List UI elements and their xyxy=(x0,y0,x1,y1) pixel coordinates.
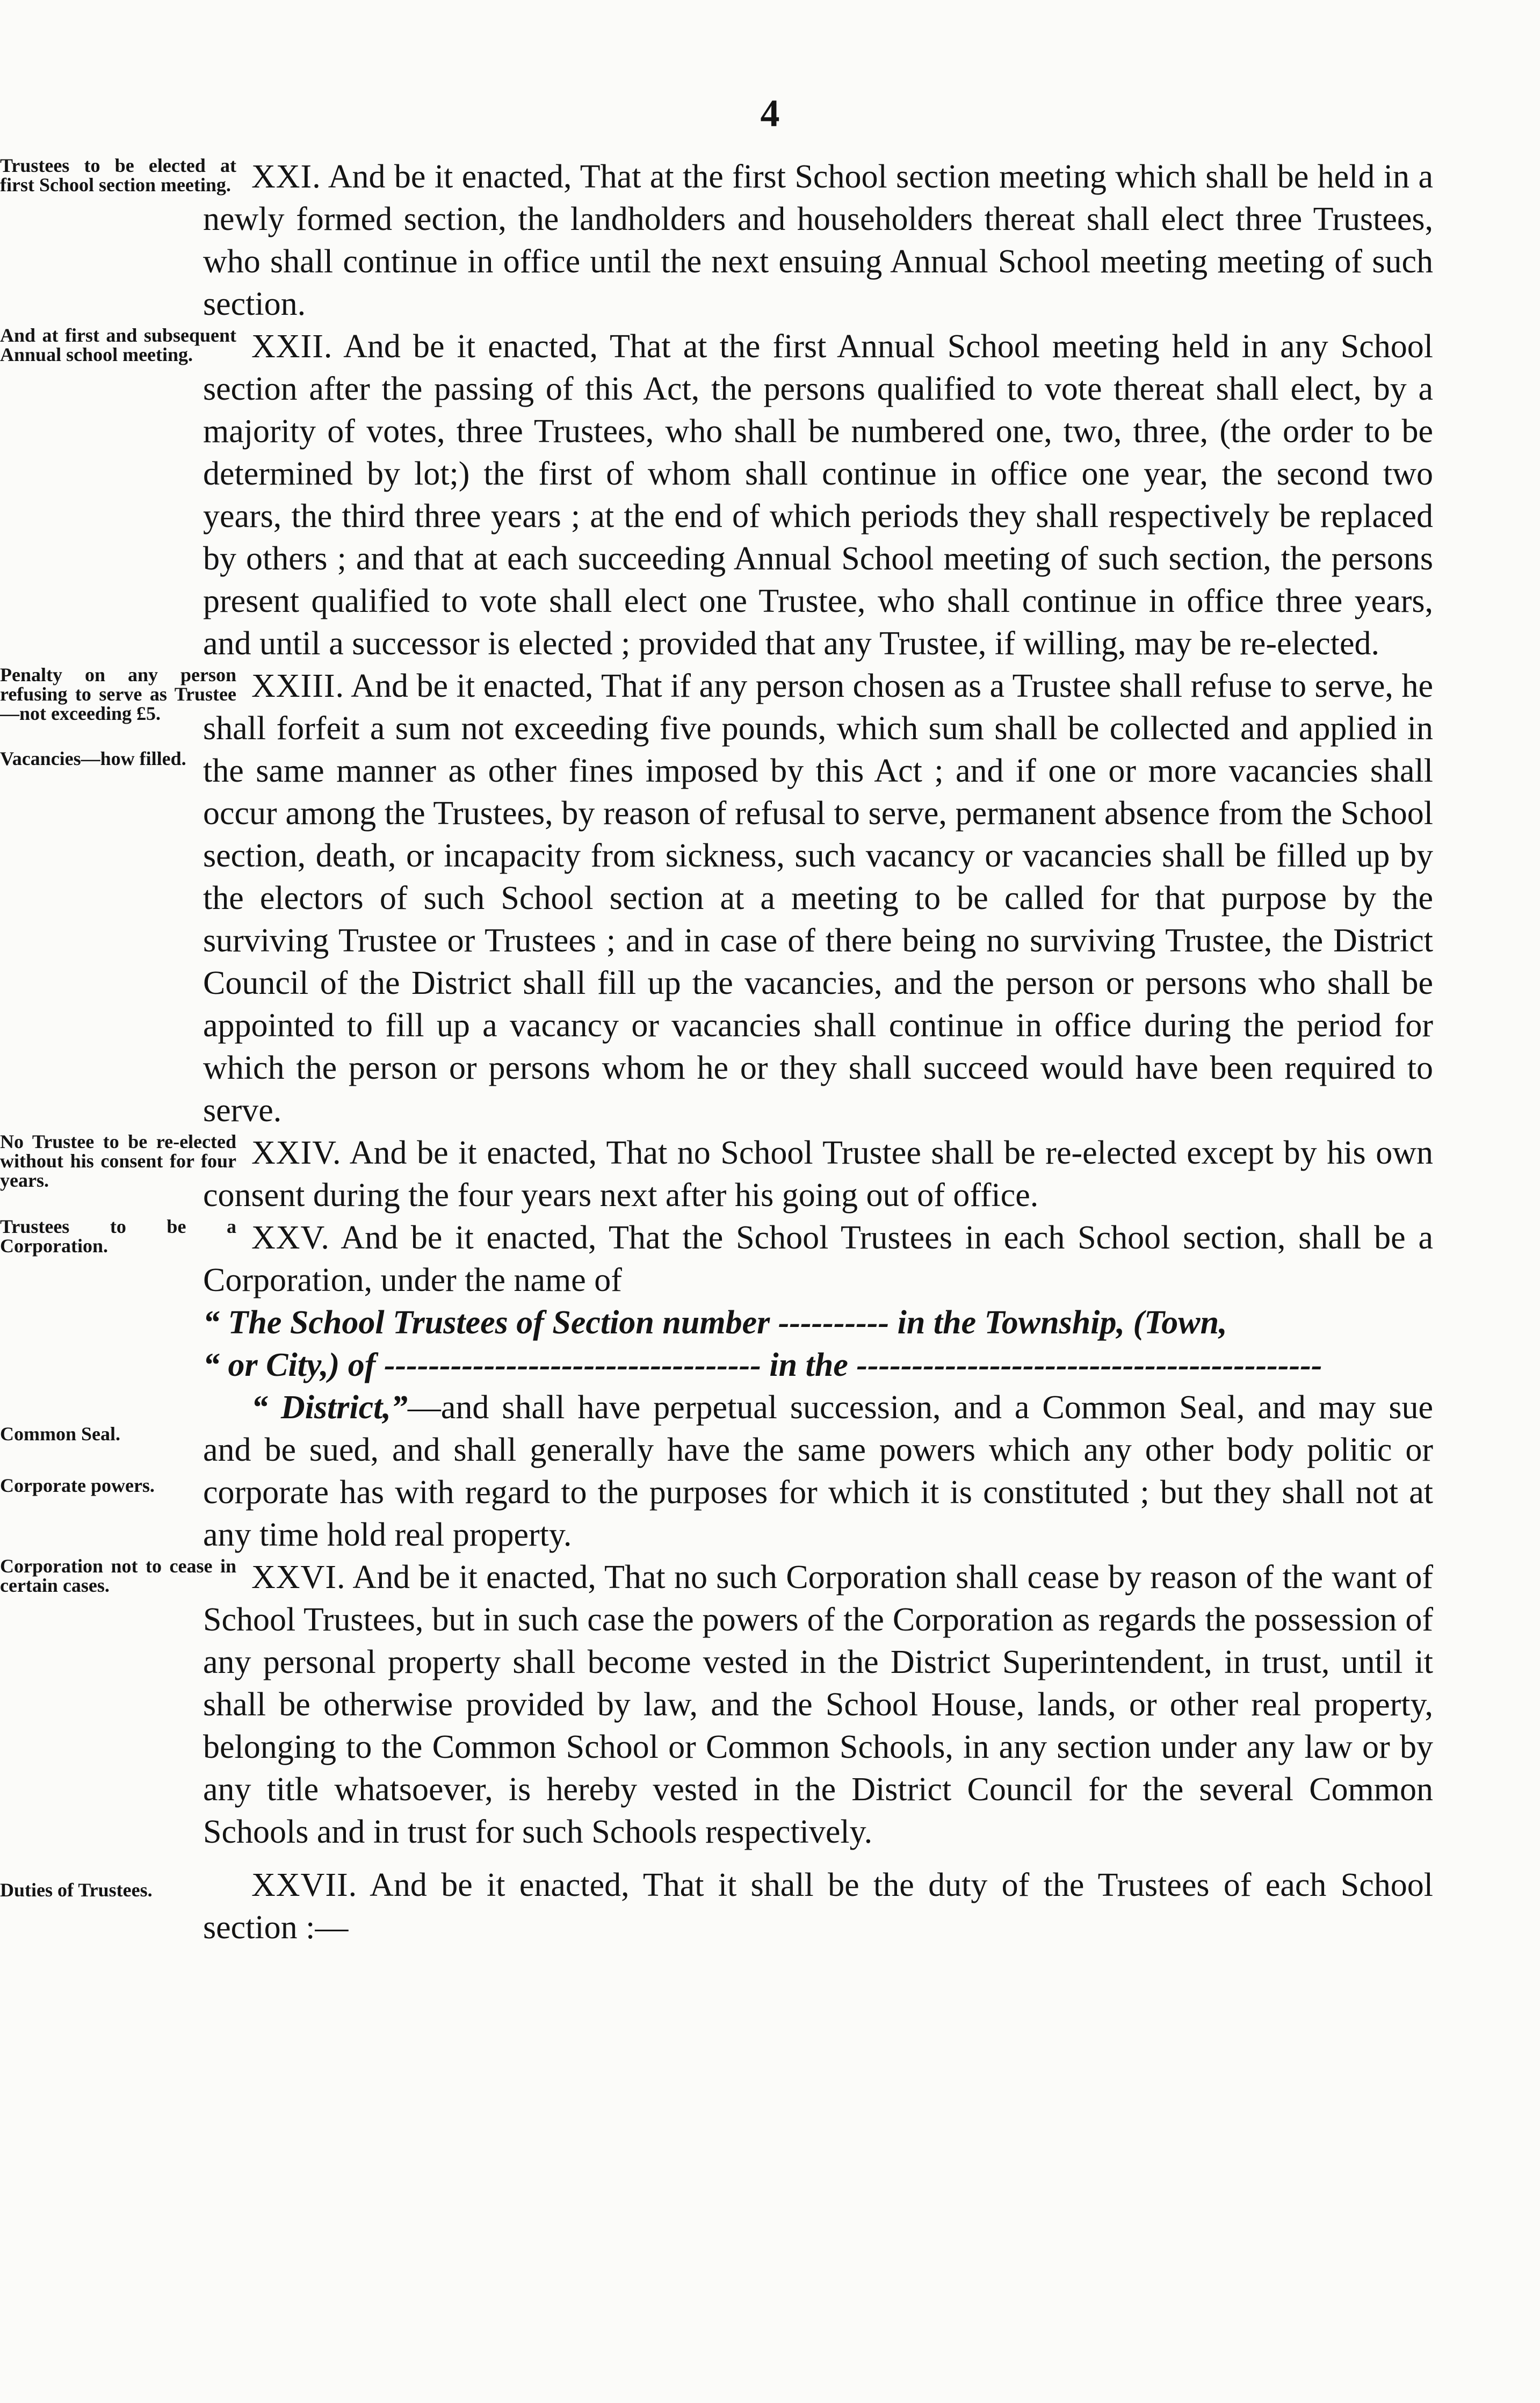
section-text: And be it enacted, That no School Trustee shall be re-elected except by his own consent during the four years next after his going out of office. xyxy=(203,1135,1433,1214)
margin-notes xyxy=(0,326,236,390)
section-text: And be it enacted, That if any person chosen as a Trustee shall refuse to serve, he shall forfeit a sum not exceeding five pounds, which sum shall be collected and applied in the same manner as other fines imposed by this Act ; and if one or more vacancies shall occur among the Trustees, by reason of refusal to serve, permanent absence from the School section, death, or incapacity from sickness, such vacancy or vacancies shall be filled up by the electors of such School section at a meeting to be called for that purpose by the surviving Trustee or Trustees ; and in case of there being no surviving Trustee, the District Council of the District shall fill up the vacancies, and the person or persons who shall be appointed to fill up a vacancy or vacancies shall continue in office during the period for which the person or persons whom he or they shall succeed would have been required to serve. xyxy=(203,668,1433,1129)
section-paragraph xyxy=(203,1556,1433,1853)
formula-line: “ The School Trustees of Section number ---------- in the Township, (Town, xyxy=(203,1304,1227,1341)
formula-line: “ or City,) of ---------------------------------- in the ------------------------------------------ xyxy=(203,1347,1322,1383)
section-xxvi xyxy=(0,1555,1433,1853)
margin-note: And at first and subsequent Annual school meeting. xyxy=(0,324,236,365)
section-text: And be it enacted, That the School Trustees in each School section, shall be a Corporation, under the name of xyxy=(203,1219,1433,1298)
section-text: And be it enacted, That at the first Annual School meeting held in any School section after the passing of this Act, the persons qualified to vote thereat shall elect, by a majority of votes, three Trustees, who shall be numbered one, two, three, (the order to be determined by lot;) the first of whom shall continue in office one year, the second two years, the third three years ; at the end of which periods they shall respectively be replaced by others ; and that at each succeeding Annual School meeting of such section, the persons present qualified to vote shall elect one Trustee, who shall continue in office three years, and until a successor is elected ; provided that any Trustee, if willing, may be re-elected. xyxy=(203,328,1433,662)
corporate-name-formula xyxy=(203,1302,1433,1387)
margin-note: Corporate powers. xyxy=(0,1475,155,1496)
section-numeral: XXI. xyxy=(251,158,321,195)
section-paragraph xyxy=(203,1864,1433,1949)
section-numeral: XXIII. xyxy=(251,668,344,704)
margin-notes xyxy=(0,665,236,794)
section-numeral: XXII. xyxy=(251,328,333,365)
margin-notes xyxy=(0,1217,236,1281)
section-xxv xyxy=(0,1216,1433,1387)
section-paragraph xyxy=(203,1132,1433,1217)
formula-end: “ District,” xyxy=(251,1389,408,1426)
section-xxii xyxy=(0,324,1433,665)
margin-note: Common Seal. xyxy=(0,1423,120,1445)
margin-note: Duties of Trustees. xyxy=(0,1879,153,1901)
margin-notes xyxy=(0,156,236,220)
page-number: 4 xyxy=(760,92,780,135)
section-paragraph xyxy=(203,156,1433,326)
margin-notes xyxy=(0,1880,236,1925)
section-numeral: XXVI. xyxy=(251,1559,346,1596)
margin-note: Penalty on any person refusing to serve as Trustee—not exceeding £5. xyxy=(0,664,236,724)
margin-notes xyxy=(0,1132,236,1216)
margin-notes xyxy=(0,1556,236,1621)
section-paragraph xyxy=(203,326,1433,665)
statute-text xyxy=(0,155,1433,1949)
section-text: And be it enacted, That no such Corporation shall cease by reason of the want of School Trustees, but in such case the powers of the Corporation as regards the possession of any personal property shall become vested in the District Superintendent, in trust, until it shall be otherwise provided by law, and the School House, lands, or other real property, belonging to the Common School or Common Schools, in any section under any law or by any title whatsoever, is hereby vested in the District Council for the several Common Schools and in trust for such Schools respectively. xyxy=(203,1559,1433,1850)
section-text: And be it enacted, That at the first School section meeting which shall be held in a newly formed section, the landholders and householders thereat shall elect three Trustees, who shall continue in office until the next ensuing Annual School meeting meeting of such section. xyxy=(203,158,1433,322)
margin-note: Vacancies—how filled. xyxy=(0,748,186,769)
section-paragraph xyxy=(203,1387,1433,1556)
margin-note: Trustees to be a Corporation. xyxy=(0,1216,236,1257)
section-xxiv xyxy=(0,1131,1433,1217)
section-numeral: XXV. xyxy=(251,1219,330,1256)
margin-note: Corporation not to cease in certain cases. xyxy=(0,1555,236,1596)
section-xxi xyxy=(0,155,1433,326)
section-xxvii xyxy=(0,1864,1433,1949)
margin-note: No Trustee to be re-elected without his consent for four years. xyxy=(0,1131,236,1191)
margin-note: Trustees to be elected at first School section meeting. xyxy=(0,155,236,196)
section-paragraph xyxy=(203,665,1433,1132)
section-xxv-continued xyxy=(0,1387,1433,1556)
section-xxiii xyxy=(0,664,1433,1132)
section-numeral: XXVII. xyxy=(251,1867,358,1903)
section-paragraph xyxy=(203,1217,1433,1302)
section-text: And be it enacted, That it shall be the duty of the Trustees of each School section :— xyxy=(203,1867,1433,1946)
margin-notes xyxy=(0,1424,236,1521)
section-text: —and shall have perpetual succession, and a Common Seal, and may sue and be sued, and shall generally have the same powers which any other body politic or corporate has with regard to the purposes for which it is constituted ; but they shall not at any time hold real property. xyxy=(203,1389,1433,1553)
section-numeral: XXIV. xyxy=(251,1135,342,1171)
